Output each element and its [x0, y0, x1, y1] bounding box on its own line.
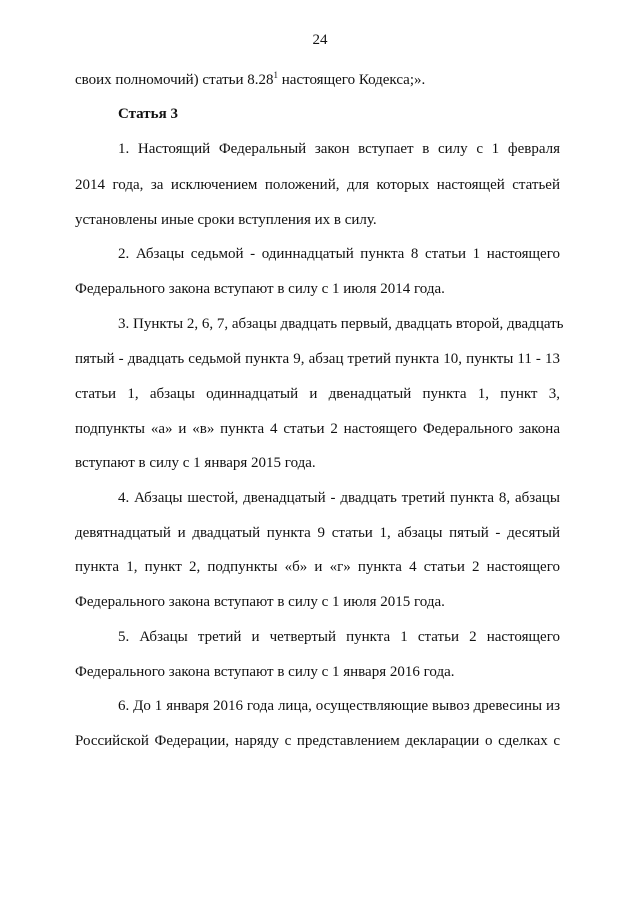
paragraph-5-line-1: 5. Абзацы третий и четвертый пункта 1 статьи 2 настоящего — [118, 629, 560, 645]
paragraph-2-line-2: Федерального закона вступают в силу с 1 июля 2014 года. — [75, 281, 445, 297]
paragraph-3-line-3: статьи 1, абзацы одиннадцатый и двенадцатый пункта 1, пункт 3, — [75, 386, 560, 402]
paragraph-1-line-2: 2014 года, за исключением положений, для которых настоящей статьей — [75, 177, 560, 193]
paragraph-1-line-3: установлены иные сроки вступления их в силу. — [75, 212, 377, 228]
page-number: 24 — [312, 32, 328, 48]
intro-line — [75, 71, 560, 89]
paragraph-6-line-2: Российской Федерации, наряду с представлением декларации о сделках с — [75, 733, 560, 749]
paragraph-3-line-4: подпункты «а» и «в» пункта 4 статьи 2 настоящего Федерального закона — [75, 421, 560, 437]
paragraph-2-line-1: 2. Абзацы седьмой - одиннадцатый пункта 8 статьи 1 настоящего — [118, 246, 560, 262]
intro-text: своих полномочий) статьи 8.28 — [75, 72, 274, 88]
paragraph-3-line-1: 3. Пункты 2, 6, 7, абзацы двадцать первый, двадцать второй, двадцать — [118, 316, 564, 332]
paragraph-4-line-2: девятнадцатый и двадцатый пункта 9 статьи 1, абзацы пятый - десятый — [75, 525, 560, 541]
paragraph-6-line-1: 6. До 1 января 2016 года лица, осуществляющие вывоз древесины из — [118, 698, 560, 714]
paragraph-5-line-2: Федерального закона вступают в силу с 1 января 2016 года. — [75, 664, 455, 680]
paragraph-3-line-2: пятый - двадцать седьмой пункта 9, абзац третий пункта 10, пункты 11 - 13 — [75, 351, 560, 367]
article-heading: Статья 3 — [118, 106, 178, 122]
paragraph-4-line-3: пункта 1, пункт 2, подпункты «б» и «г» пункта 4 статьи 2 настоящего — [75, 559, 560, 575]
paragraph-4-line-4: Федерального закона вступают в силу с 1 июля 2015 года. — [75, 594, 445, 610]
superscript-one: 1 — [273, 70, 279, 80]
paragraph-1-line-1: 1. Настоящий Федеральный закон вступает в силу с 1 февраля — [118, 141, 560, 157]
intro-text-end: настоящего Кодекса;». — [278, 72, 426, 88]
paragraph-4-line-1: 4. Абзацы шестой, двенадцатый - двадцать третий пункта 8, абзацы — [118, 490, 560, 506]
paragraph-3-line-5: вступают в силу с 1 января 2015 года. — [75, 455, 316, 471]
